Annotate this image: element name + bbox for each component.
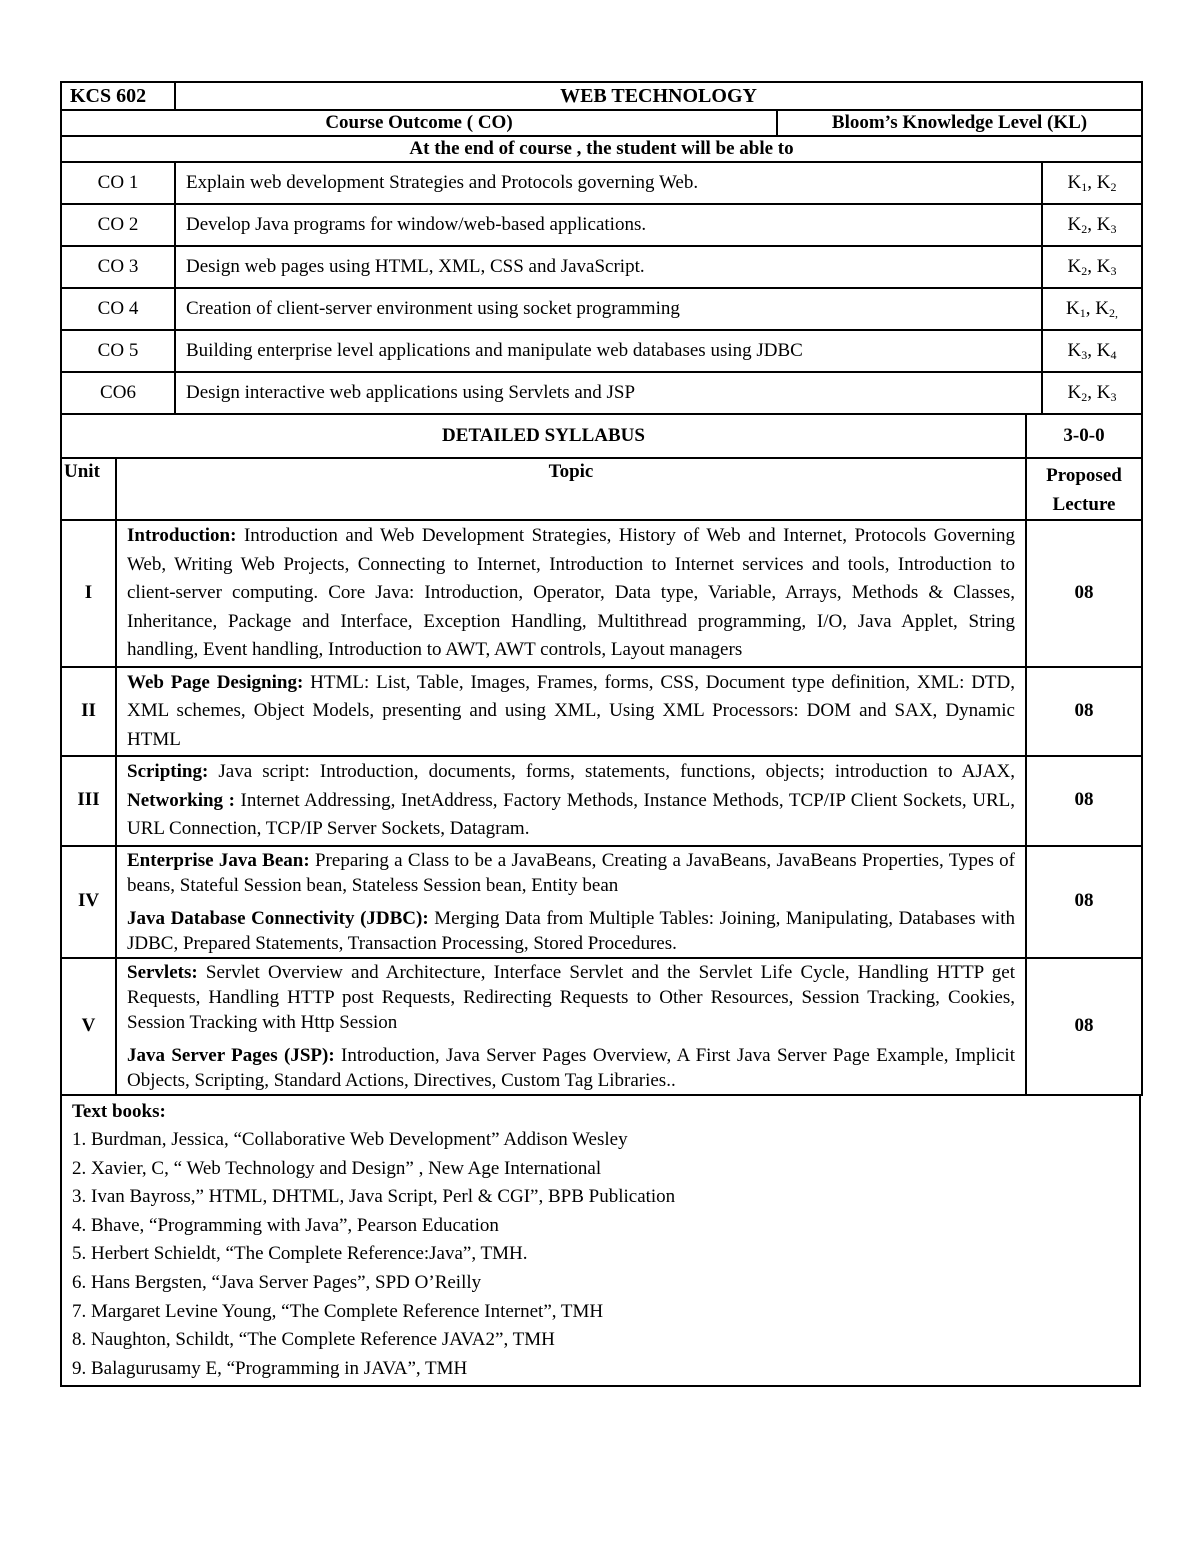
topic-text: Internet Addressing, InetAddress, Factory Methods, Instance Methods, TCP/IP Client Sockets, URL, URL Connection, TCP/IP Server Sockets, Datagram. xyxy=(127,789,1015,839)
co-intro-row xyxy=(61,136,1142,162)
course-code: KCS 602 xyxy=(61,82,175,110)
textbook-item: 9. Balagurusamy E, “Programming in JAVA”, TMH xyxy=(72,1357,468,1379)
co-row xyxy=(61,372,1142,414)
co-description: Develop Java programs for window/web-based applications. xyxy=(175,204,1042,246)
kl-level-1: 3 xyxy=(1081,347,1088,362)
topic-paragraph xyxy=(127,758,1015,844)
unit-header: Unit xyxy=(61,458,116,520)
unit-row xyxy=(61,520,1142,667)
textbook-item: 5. Herbert Schieldt, “The Complete Reference:Java”, TMH. xyxy=(72,1243,528,1265)
co-description: Explain web development Strategies and Protocols governing Web. xyxy=(175,162,1042,204)
co-row xyxy=(61,162,1142,204)
unit-lectures: 08 xyxy=(1026,958,1142,1095)
topic-paragraph xyxy=(127,669,1015,755)
kl-separator: , xyxy=(1085,297,1096,319)
co-id: CO 5 xyxy=(61,330,175,372)
kl-tail: , xyxy=(1115,305,1118,320)
course-title: WEB TECHNOLOGY xyxy=(175,82,1142,110)
kl-level-1: 1 xyxy=(1079,305,1086,320)
textbooks-cell xyxy=(61,1095,1140,1387)
topic-heading: Enterprise Java Bean: xyxy=(127,849,310,871)
co-description: Design interactive web applications using Servlets and JSP xyxy=(175,372,1042,414)
kl-level-2: 3 xyxy=(1110,389,1117,404)
unit-row xyxy=(61,756,1142,846)
unit-row xyxy=(61,846,1142,958)
course-header-row xyxy=(61,82,1142,110)
topic-header: Topic xyxy=(116,458,1026,520)
topic-text: Java script: Introduction, documents, forms, statements, functions, objects; introduction to AJAX, xyxy=(208,761,1015,782)
kl-separator: , xyxy=(1087,339,1097,361)
unit-number: III xyxy=(61,756,116,846)
unit-lectures: 08 xyxy=(1026,846,1142,958)
lecture-header-line-2: Lecture xyxy=(1052,494,1116,515)
kl-header: Bloom’s Knowledge Level (KL) xyxy=(777,110,1142,136)
kl-level-1: 1 xyxy=(1081,179,1088,194)
co-knowledge-level: $K_2$, $K_3$ xyxy=(1042,246,1142,288)
unit-row xyxy=(61,958,1142,1095)
textbook-item: 1. Burdman, Jessica, “Collaborative Web Development” Addison Wesley xyxy=(72,1129,628,1151)
co-id: CO 4 xyxy=(61,288,175,330)
kl-level-2: 4 xyxy=(1110,347,1117,362)
co-id: CO 3 xyxy=(61,246,175,288)
lecture-header xyxy=(1026,458,1142,520)
co-knowledge-level: $K_3$, $K_4$ xyxy=(1042,330,1142,372)
topic-heading: Scripting: xyxy=(127,761,209,782)
co-knowledge-level: $K_1$, $K_2$ xyxy=(1042,162,1142,204)
co-knowledge-level: $K_2$, $K_3$ xyxy=(1042,204,1142,246)
unit-topic xyxy=(116,667,1026,757)
topic-heading: Networking : xyxy=(127,789,235,811)
topic-heading: Introduction: xyxy=(127,525,237,546)
textbooks-list xyxy=(72,1126,1129,1383)
textbooks-title: Text books: xyxy=(72,1100,166,1122)
topic-heading: Java Database Connectivity (JDBC): xyxy=(127,907,429,929)
course-outcome-table xyxy=(60,81,1143,415)
topic-heading: Web Page Designing: xyxy=(127,671,304,693)
co-id: CO 2 xyxy=(61,204,175,246)
unit-lectures: 08 xyxy=(1026,756,1142,846)
co-description: Design web pages using HTML, XML, CSS and JavaScript. xyxy=(175,246,1042,288)
textbook-item: 6. Hans Bergsten, “Java Server Pages”, SPD O’Reilly xyxy=(72,1272,482,1294)
topic-paragraph xyxy=(127,960,1015,1035)
unit-lectures: 08 xyxy=(1026,520,1142,667)
kl-level-2: 2 xyxy=(1109,305,1115,320)
kl-separator: , xyxy=(1087,255,1097,277)
unit-number: V xyxy=(61,958,116,1095)
syllabus-title-row xyxy=(61,414,1142,458)
syllabus-title: DETAILED SYLLABUS xyxy=(61,414,1026,458)
co-id: CO6 xyxy=(61,372,175,414)
topic-text: Introduction and Web Development Strategies, History of Web and Internet, Protocols Governing Web, Writing Web Projects, Connecting to Internet, Introduction to Internet services and tools, Introduction to client-server computing. Core Java: Introduction, Operator, Data type, Variable, Arrays, Methods & Classes, Inheritance, Package and Interface, Exception Handling, Multithread programming, I/O, Java Applet, String handling, Event handling, Introduction to AWT, AWT controls, Layout managers xyxy=(127,525,1015,660)
topic-text: HTML: List, Table, Images, Frames, forms, CSS, Document type definition, XML: DTD, XML schemes, Object Models, presenting and using XML, Using XML Processors: DOM and SAX, Dynamic HTML xyxy=(127,671,1015,750)
topic-text: Preparing a Class to be a JavaBeans, Creating a JavaBeans, JavaBeans Properties, Types of beans, Stateful Session bean, Stateless Session bean, Entity bean xyxy=(127,849,1015,896)
co-row xyxy=(61,204,1142,246)
unit-number: II xyxy=(61,667,116,757)
co-row xyxy=(61,330,1142,372)
textbooks-table xyxy=(60,1094,1141,1388)
co-knowledge-level: $K_2$, $K_3$ xyxy=(1042,372,1142,414)
kl-separator: , xyxy=(1087,213,1097,235)
co-id: CO 1 xyxy=(61,162,175,204)
topic-heading: Servlets: xyxy=(127,961,198,983)
lecture-header-line-1: Proposed xyxy=(1046,465,1122,486)
co-header-row xyxy=(61,110,1142,136)
kl-level-2: 3 xyxy=(1110,221,1117,236)
unit-topic xyxy=(116,958,1026,1095)
topic-paragraph xyxy=(127,1043,1015,1093)
kl-separator: , xyxy=(1087,171,1097,193)
kl-separator: , xyxy=(1087,381,1097,403)
topic-paragraph xyxy=(127,522,1015,665)
unit-topic xyxy=(116,846,1026,958)
kl-level-1: 2 xyxy=(1081,389,1088,404)
co-description: Creation of client-server environment using socket programming xyxy=(175,288,1042,330)
co-row xyxy=(61,288,1142,330)
co-row xyxy=(61,246,1142,288)
topic-text: Servlet Overview and Architecture, Interface Servlet and the Servlet Life Cycle, Handling HTTP get Requests, Handling HTTP post Requests, Redirecting Requests to Other Resources, Session Tracking, Cookies, Session Tracking with Http Session xyxy=(127,961,1015,1033)
kl-level-2: 3 xyxy=(1110,263,1117,278)
co-intro: At the end of course , the student will be able to xyxy=(61,136,1142,162)
unit-lectures: 08 xyxy=(1026,667,1142,757)
textbook-item: 3. Ivan Bayross,” HTML, DHTML, Java Script, Perl & CGI”, BPB Publication xyxy=(72,1186,676,1208)
kl-level-2: 2 xyxy=(1110,179,1117,194)
unit-header-row xyxy=(61,458,1142,520)
topic-text: Merging Data from Multiple Tables: Joining, Manipulating, Databases with JDBC, Prepared Statements, Transaction Processing, Stored Procedures. xyxy=(127,907,1015,954)
unit-row xyxy=(61,667,1142,757)
detailed-syllabus-table xyxy=(60,413,1143,1096)
unit-number: IV xyxy=(61,846,116,958)
unit-topic xyxy=(116,520,1026,667)
topic-paragraph xyxy=(127,848,1015,898)
unit-topic xyxy=(116,756,1026,846)
textbook-item: 8. Naughton, Schildt, “The Complete Reference JAVA2”, TMH xyxy=(72,1329,555,1351)
co-knowledge-level: $K_1$, $K_{2,}$ xyxy=(1042,288,1142,330)
textbook-item: 7. Margaret Levine Young, “The Complete Reference Internet”, TMH xyxy=(72,1300,604,1322)
topic-text: Introduction, Java Server Pages Overview, A First Java Server Page Example, Implicit Objects, Scripting, Standard Actions, Directives, Custom Tag Libraries.. xyxy=(127,1044,1015,1091)
kl-level-1: 2 xyxy=(1081,221,1088,236)
topic-heading: Java Server Pages (JSP): xyxy=(127,1044,335,1066)
ltp: 3-0-0 xyxy=(1026,414,1142,458)
co-header: Course Outcome ( CO) xyxy=(61,110,777,136)
unit-number: I xyxy=(61,520,116,667)
topic-paragraph xyxy=(127,906,1015,956)
syllabus-page xyxy=(60,81,1141,1387)
co-description: Building enterprise level applications and manipulate web databases using JDBC xyxy=(175,330,1042,372)
kl-level-1: 2 xyxy=(1081,263,1088,278)
textbook-item: 4. Bhave, “Programming with Java”, Pearson Education xyxy=(72,1214,499,1236)
textbook-item: 2. Xavier, C, “ Web Technology and Design” , New Age International xyxy=(72,1157,602,1179)
